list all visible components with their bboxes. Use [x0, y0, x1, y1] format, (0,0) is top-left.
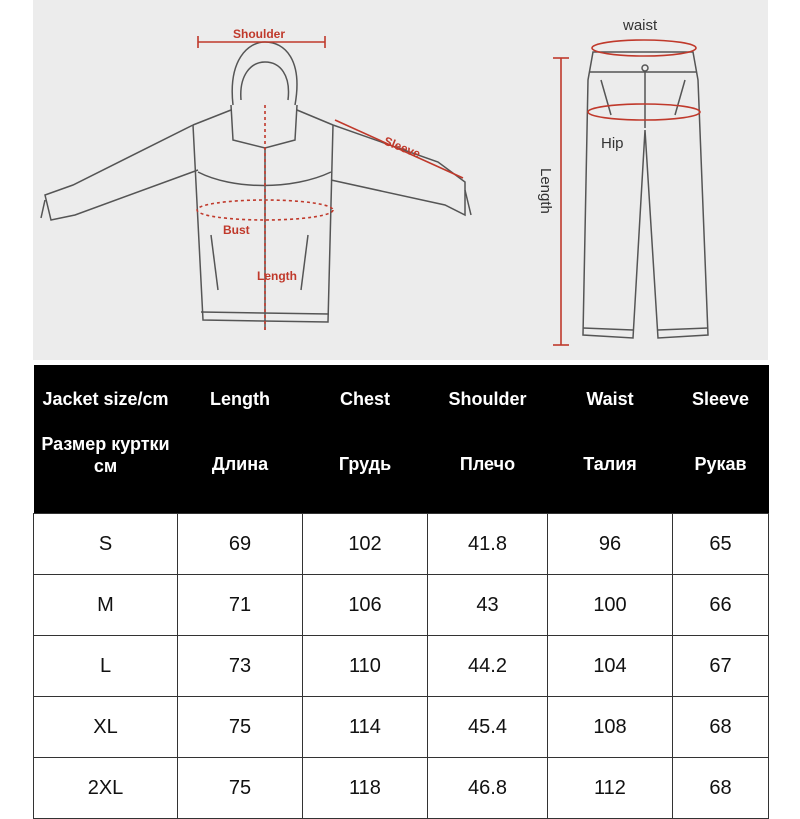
cell-chest: 114: [303, 697, 428, 758]
cell-waist: 96: [548, 514, 673, 575]
cell-length: 69: [178, 514, 303, 575]
jacket-label-shoulder: Shoulder: [233, 27, 286, 41]
header-shoulder-ru: Плечо: [428, 433, 548, 514]
cell-chest: 106: [303, 575, 428, 636]
cell-waist: 108: [548, 697, 673, 758]
header-size-en: Jacket size/cm: [34, 365, 178, 433]
cell-waist: 100: [548, 575, 673, 636]
header-chest-en: Chest: [303, 365, 428, 433]
cell-length: 75: [178, 758, 303, 819]
header-length-en: Length: [178, 365, 303, 433]
header-sleeve-ru: Рукав: [673, 433, 769, 514]
cell-sleeve: 66: [673, 575, 769, 636]
table-row: [34, 758, 769, 819]
cell-shoulder: 46.8: [428, 758, 548, 819]
header-size-ru: Размер куртки см: [34, 433, 178, 514]
pants-measure-lines: [553, 40, 700, 345]
header-waist-en: Waist: [548, 365, 673, 433]
header-waist-ru: Талия: [548, 433, 673, 514]
cell-size: S: [34, 514, 178, 575]
cell-sleeve: 65: [673, 514, 769, 575]
cell-size: 2XL: [34, 758, 178, 819]
size-diagram: [33, 0, 768, 360]
cell-shoulder: 43: [428, 575, 548, 636]
cell-chest: 110: [303, 636, 428, 697]
jacket-label-sleeve: Sleeve: [381, 133, 423, 162]
cell-length: 71: [178, 575, 303, 636]
jacket-illustration: [41, 42, 471, 330]
cell-chest: 102: [303, 514, 428, 575]
header-chest-ru: Грудь: [303, 433, 428, 514]
cell-shoulder: 41.8: [428, 514, 548, 575]
cell-size: M: [34, 575, 178, 636]
header-length-ru: Длина: [178, 433, 303, 514]
pants-label-length: Length: [537, 168, 554, 214]
cell-sleeve: 68: [673, 758, 769, 819]
pants-illustration: [583, 52, 708, 338]
table-row: [34, 575, 769, 636]
jacket-label-bust: Bust: [223, 223, 250, 237]
cell-size: XL: [34, 697, 178, 758]
pants-label-waist: waist: [623, 17, 658, 34]
cell-size: L: [34, 636, 178, 697]
cell-sleeve: 67: [673, 636, 769, 697]
header-shoulder-en: Shoulder: [428, 365, 548, 433]
cell-sleeve: 68: [673, 697, 769, 758]
table-row: [34, 636, 769, 697]
cell-length: 75: [178, 697, 303, 758]
size-diagram-svg: [33, 0, 768, 360]
header-row-ru: [34, 433, 769, 514]
table-row: [34, 514, 769, 575]
table-row: [34, 697, 769, 758]
cell-length: 73: [178, 636, 303, 697]
cell-waist: 112: [548, 758, 673, 819]
cell-chest: 118: [303, 758, 428, 819]
header-sleeve-en: Sleeve: [673, 365, 769, 433]
size-table: [33, 365, 769, 819]
header-row-en: [34, 365, 769, 433]
cell-shoulder: 45.4: [428, 697, 548, 758]
cell-waist: 104: [548, 636, 673, 697]
cell-shoulder: 44.2: [428, 636, 548, 697]
jacket-label-length: Length: [257, 269, 297, 283]
pants-label-hip: Hip: [601, 135, 624, 152]
